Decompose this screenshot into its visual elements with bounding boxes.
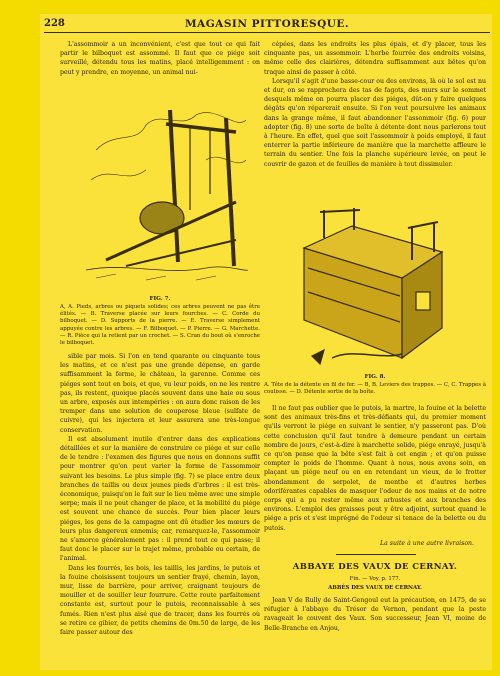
paragraph: Il ne faut pas oublier que le putois, la martre, la fouine et la belette sont des animaux très-fins et très-défiants qui, du premier moment qu'ils verront le piége en suivant le sentier, n'y passeront pas. D'où cette conclusion qu'il faut tendre à demeure pendant un certain nombre de jours, c'est-à-dire à marchette solide, piége enrayé, jusqu'à ce qu'on pense que la bête s'est fait à cet engin ; et qu'on puisse compter le poids de l'homme. Quant à nous, nous avons soin, en plaçant un piége neuf ou en en retendant un vieux, de le frotter abondamment de serpolet, de menthe et d'autres herbes odoriférantes capables de masquer l'odeur de nos mains et de notre corps qui a pu rester même aux arbustes et aux branches des environs. L'emploi des graisses peut y être adjoint, surtout quand le piége a pris et s'est imprégné de l'odeur si tenace de la belette ou du putois. (264, 405, 486, 532)
page-header (44, 18, 490, 33)
figure-8-caption: A. Tête de la détente en fil de fer. — B, B. Leviers des trappes. — C, C. Trappes à coulisse. — D. Détente sortie de la boîte. (264, 382, 486, 396)
page-number: 228 (44, 18, 65, 29)
article-reference: Fin. — Voy. p. 177. (349, 576, 401, 582)
article-title: ABBAYE DES VAUX DE CERNAY. (292, 562, 458, 572)
figure-7-illustration (86, 90, 248, 286)
section-rule (336, 554, 416, 555)
article-subtitle: ABBÉS DES VAUX DE CERNAY. (328, 585, 422, 591)
left-column-bottom (60, 352, 260, 666)
right-column-top (264, 40, 486, 198)
left-column-top (60, 40, 260, 80)
figure-7-label: FIG. 7. (149, 296, 171, 302)
paragraph: Lorsqu'il s'agit d'une basse-cour ou des environs, là où le sol est nu et dur, on se rapprochera des tas de fagots, des murs sur le sommet desquels même on pourra placer des piéges, dût-on y faire quelques dégâts qu'on réparerait ensuite. Si l'on veut poursuivre les animaux dans la grange même, il faut abandonner l'assommoir (fig. 6) pour adopter (fig. 8) une sorte de boîte à détente dont nous parlerons tout à l'heure. En effet, quel que soit l'assommoir à poids employé, il faut enterrer la partie inférieure de manière que la marchette affleure le terrain du sentier. Une fois la planche supérieure levée, on peut le couvrir de gazon et de feuilles de manière à tout dissimuler. (264, 77, 486, 168)
figure-8-label: FIG. 8. (364, 374, 386, 380)
paragraph: Il est absolument inutile d'entrer dans des explications détaillées et sur la manière de construire ce piége et sur celle de le tendre : l'examen des figures que nous en donnons suffit pour montrer qu'on peut varier la forme de l'assommoir suivant les besoins. Le plus simple (fig. 7) se place entre deux branches de taillis ou deux jeunes pieds d'arbres : il est très-économique, puisqu'on le fait sur le lieu même avec une simple serpe; mais il ne peut changer de place, et la mobilité du piége est souvent une chance de succès. Pour bien placer leurs piéges, les gens de la campagne ont dû étudier les mœurs de leurs plus dangereux ennemis; car, remarquez-le, l'assommoir ne s'amorce généralement pas : il prend tout ce qui passe; il faut donc le placer sur le trajet même, probable ou certain, de l'animal. (60, 435, 260, 563)
paragraph: sible par mois. Si l'on en tend quarante ou cinquante tous les matins, et ce n'est pas une grande dépense, en garde suffisamment la ferme, le château, la garenne. Comme ces piéges sont tout en bois, et que, vu leur poids, on ne les rentre pas, ils restent, quoique placés souvent dans une haie ou sous un arbre, exposés aux intempéries : on aura donc raison de les tremper dans une solution de couperose bleue (sulfate de cuivre), qui les injectera et leur assurera une très-longue conservation. (60, 353, 260, 434)
paragraph: L'assommoir a un inconvénient, c'est que tout ce qui fait partir le bilboquet est assommé. Il faut que ce piége soit surveillé, détendu tous les matins, placé intelligemment : on peut y prendre, en moyenne, un animal nui- (60, 41, 260, 76)
article-body (264, 596, 486, 660)
figure-8-illustration (292, 208, 462, 370)
journal-title: MAGASIN PITTORESQUE. (184, 18, 350, 30)
paragraph: Jean V de Rully de Saint-Gengoul eut la précaution, en 1475, de se réfugier à l'abbaye du Trésor de Vernon, pendant que la peste ravageait le couvent des Vaux. Son successeur, Jean VI, moine de Belle-Branche en Anjou, (264, 597, 486, 632)
continued-note: La suite à une autre livraison. (380, 540, 474, 547)
figure-7-caption: A, A. Pieds, arbres ou piquets solides; ces arbres peuvent ne pas être élités. — B. Traverse placée sur leurs fourches. — C. Corde du bilboquet. — D. Supports de la pierre. — E. Traverse simplement appuyée contre les arbres. — F. Bilboquet. — P. Pierre. — G. Marchette. — R. Pièce qui la retient par un crochet. — S. Cran du bout où s'enroche le bilboquet. (60, 304, 260, 347)
paragraph: cépées, dans les endroits les plus épais, et d'y placer, tous les cinquante pas, un assommoir. L'herbe fourrée des endroits voisins, même celle des clairières, détendra suffisamment aux bêtes qu'on traque ainsi de passer à côté. (264, 41, 486, 76)
paragraph: Dans les fourrés, les bois, les taillis, les jardins, le putois et la fouine choisissent toujours un sentier frayé, chemin, layon, mur, lisse de barrière, pour arriver, craignant toujours de mouiller et de souiller leur fourrure. Cette route parfaitement constante est, surtout pour le putois, reconnaissable à ses fumés. Rien n'est plus aisé que de tracer, dans les fourrés où se retire ce gibier, de petits chemins de 0m.50 de large, de les faire passer autour des (60, 564, 260, 637)
right-column-bottom (264, 404, 486, 538)
